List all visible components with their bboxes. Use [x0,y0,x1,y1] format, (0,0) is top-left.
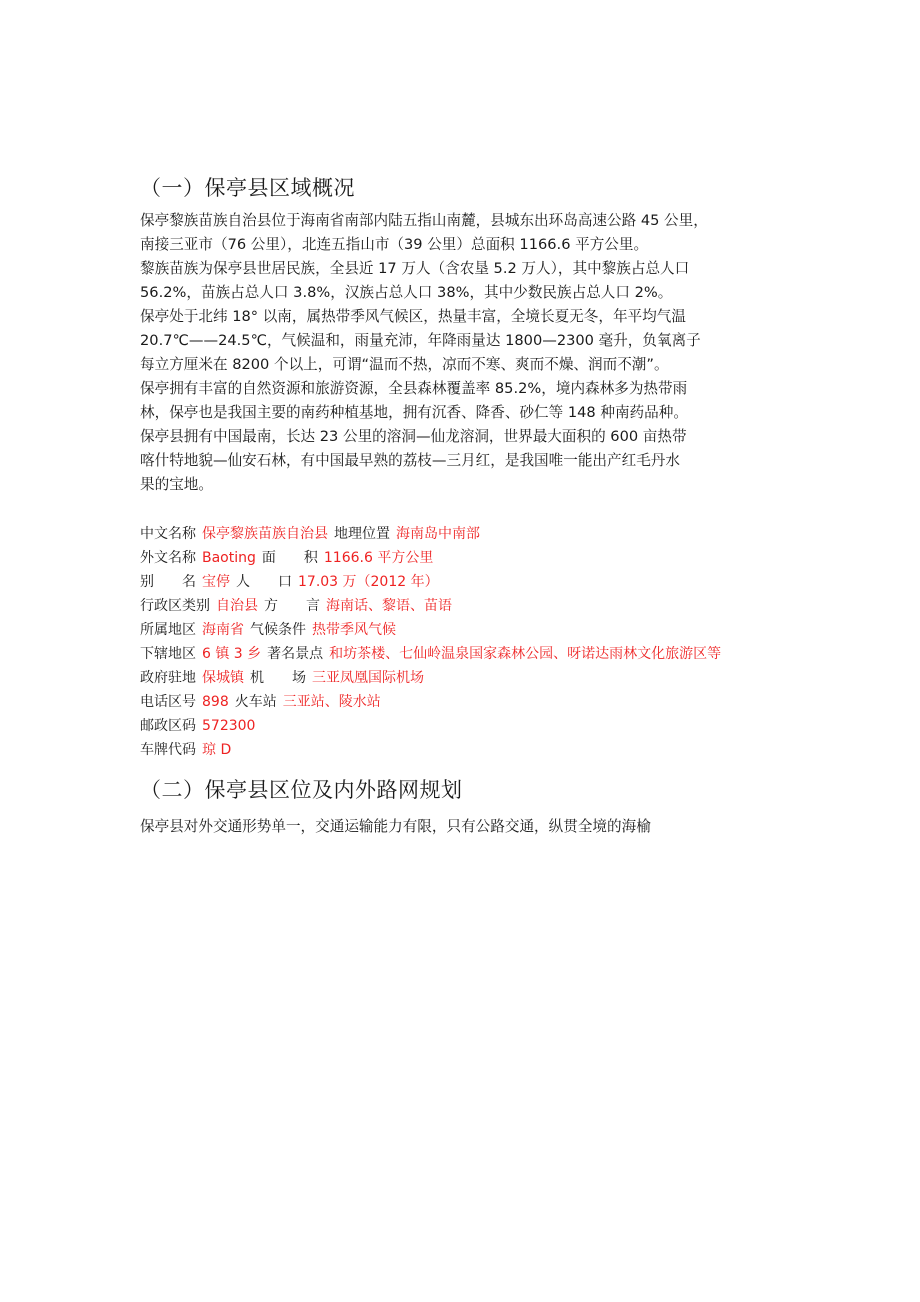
county-infobox [140,522,727,762]
info-row [140,666,727,690]
info-value: 保亭黎族苗族自治县 [202,526,328,542]
paragraph-line: 喀什特地貌—仙安石林，有中国最早熟的荔枝—三月红，是我国唯一能出产红毛丹水 [140,452,680,469]
info-label: 著名景点 [267,646,324,662]
paragraph-line: 果的宝地。 [140,476,213,493]
info-value: 海南话、黎语、苗语 [326,598,452,614]
info-value: 宝停 [202,574,230,590]
paragraph-line: 林，保亭也是我国主要的南药种植基地，拥有沉香、降香、砂仁等 148 种南药品种。 [140,404,688,421]
info-row [140,546,727,570]
info-label: 面 积 [261,550,318,566]
info-value: 热带季风气候 [312,622,396,638]
info-label: 别 名 [140,574,196,590]
info-value: 572300 [202,718,256,734]
paragraph-line: 56.2%，苗族占总人口 3.8%，汉族占总人口 38%，其中少数民族占总人口 2%。 [140,284,673,301]
info-row [140,618,727,642]
paragraph-line: 黎族苗族为保亭县世居民族，全县近 17 万人（含农垦 5.2 万人），其中黎族占总人口 [140,260,690,277]
info-row [140,594,727,618]
info-label: 人 口 [236,574,292,590]
paragraph-line: 保亭县拥有中国最南，长达 23 公里的溶洞—仙龙溶洞，世界最大面积的 600 亩热带 [140,428,687,445]
info-row [140,642,727,666]
info-label: 下辖地区 [140,646,196,662]
info-label: 中文名称 [140,526,196,542]
section-1-body [140,209,800,497]
info-value: 海南岛中南部 [396,526,480,542]
info-value: 6 镇 3 乡 [202,646,262,662]
info-label: 所属地区 [140,622,196,638]
info-value: 三亚凤凰国际机场 [312,670,424,686]
info-value: 海南省 [202,622,244,638]
info-label: 地理位置 [334,526,390,542]
info-label: 车牌代码 [140,742,196,758]
info-value: 保城镇 [202,670,244,686]
info-row [140,690,727,714]
section-2-heading: （二）保亭县区位及内外路网规划 [140,778,463,802]
paragraph-line: 南接三亚市（76 公里），北连五指山市（39 公里）总面积 1166.6 平方公里。 [140,236,649,253]
info-label: 方 言 [264,598,320,614]
info-value: 898 [202,694,229,710]
info-label: 政府驻地 [140,670,196,686]
paragraph-line: 保亭拥有丰富的自然资源和旅游资源，全县森林覆盖率 85.2%，境内森林多为热带雨 [140,380,688,397]
info-row [140,522,727,546]
paragraph-line: 保亭处于北纬 18° 以南，属热带季风气候区，热量丰富，全境长夏无冬，年平均气温 [140,308,686,325]
section-2-body [140,815,800,839]
info-label: 气候条件 [250,622,306,638]
info-label: 电话区号 [140,694,196,710]
info-value: 三亚站、陵水站 [282,694,381,710]
info-value: Baoting [202,550,256,566]
info-label: 外文名称 [140,550,196,566]
info-value: 自治县 [216,598,258,614]
info-row [140,738,727,762]
section-1-heading: （一）保亭县区域概况 [140,176,355,200]
info-label: 火车站 [234,694,277,710]
paragraph-line: 20.7℃——24.5℃，气候温和，雨量充沛，年降雨量达 1800—2300 毫升，负氧离子 [140,332,701,349]
paragraph-line: 每立方厘米在 8200 个以上，可谓“温而不热，凉而不寒、爽而不燥、润而不潮”。 [140,356,669,373]
info-value: 琼 D [202,742,232,758]
info-row [140,570,727,594]
info-value: 17.03 万（2012 年） [298,574,439,590]
info-value: 1166.6 平方公里 [323,550,434,566]
info-value: 和坊茶楼、七仙岭温泉国家森林公园、呀诺达雨林文化旅游区等 [329,646,722,662]
info-label: 邮政区码 [140,718,196,734]
info-label: 机 场 [250,670,306,686]
info-row [140,714,727,738]
paragraph-line: 保亭黎族苗族自治县位于海南省南部内陆五指山南麓，县城东出环岛高速公路 45 公里， [140,212,708,229]
paragraph-line: 保亭县对外交通形势单一，交通运输能力有限，只有公路交通，纵贯全境的海榆 [140,818,651,835]
info-label: 行政区类别 [140,598,210,614]
